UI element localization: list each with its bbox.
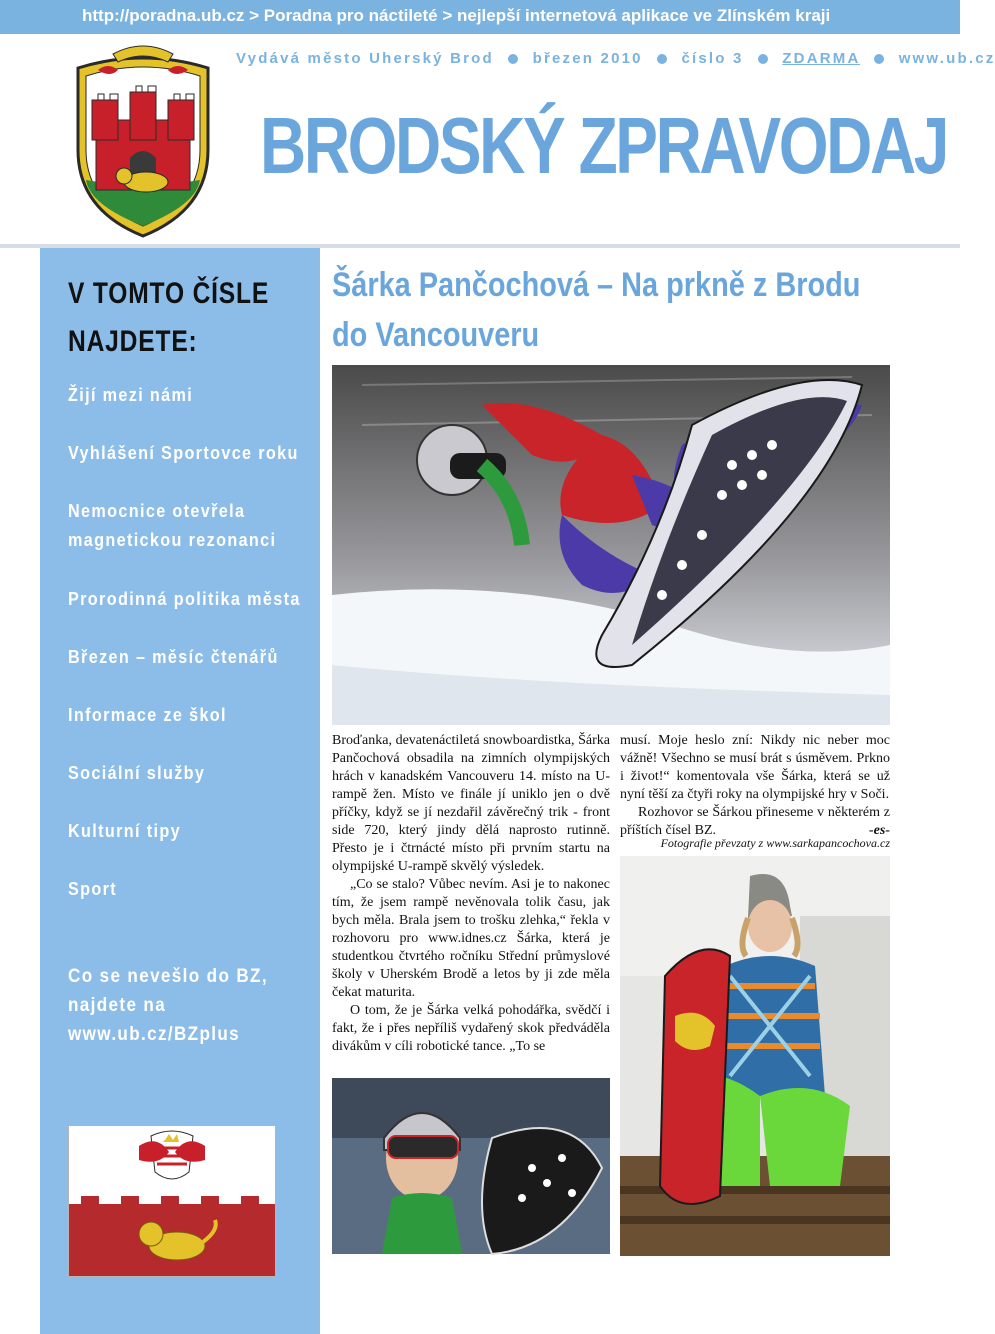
toc-item: magnetickou rezonanci (68, 530, 277, 550)
bzplus-link[interactable]: www.ub.cz/BZplus (68, 1024, 241, 1045)
toc-footer-line: najdete na (68, 995, 167, 1016)
toc-footer-note (68, 962, 268, 1049)
article-paragraph: musí. Moje heslo zní: Nikdy nic neber moc vážně! Všechno se musí brát s úsměvem. Prkno i život!“ komentovala vše Šárka, která se už nyní těší za čtyři roky na olympijské hry v Soči. (620, 733, 890, 802)
photo-credit-caption: Fotografie převzaty z www.sarkapancochova.cz (660, 836, 890, 850)
toc-item: Kulturní tipy (68, 821, 181, 841)
publication-info-line (236, 50, 995, 67)
article-paragraph: „Co se stalo? Vůbec nevím. Asi je to nakonec tím, že jsem rampě nevěnovala tolik času, jak bych měla. Brala jsem to trošku zlehka,“ řekla v rozhovoru pro www.idnes.cz Šárka, která je studentkou čtvrtého ročníku Střední průmyslové školy v Uherském Brodě a letos by ji zde měla čekat maturita. (332, 877, 610, 1000)
article-paragraph (620, 804, 890, 840)
article-column-1 (332, 732, 610, 1056)
athlete-closeup-photo (332, 1078, 610, 1254)
issue-date: březen 2010 (532, 50, 643, 67)
poradna-breadcrumb-link[interactable]: http://poradna.ub.cz > Poradna pro náctileté > nejlepší internetová aplikace ve Zlínském kraji (82, 6, 831, 25)
separator-dot-icon (657, 54, 667, 64)
article-headline-line2: do Vancouveru (332, 316, 540, 354)
contents-heading (68, 270, 269, 366)
article-headline (332, 260, 927, 360)
website-link[interactable]: www.ub.cz (898, 50, 995, 67)
article-headline-line1: Šárka Pančochová – Na prkně z Brodu (332, 266, 861, 304)
separator-dot-icon (508, 54, 518, 64)
toc-item: Žijí mezi námi (68, 385, 194, 405)
contents-heading-line2: NAJDETE: (68, 325, 198, 358)
contents-heading-line1: V TOMTO ČÍSLE (68, 277, 270, 310)
toc-item: Sport (68, 879, 118, 899)
toc-item: Sociální služby (68, 763, 206, 783)
article-paragraph: O tom, že je Šárka velká pohodářka, svědčí i fakt, že i přes nepříliš vydařený skok předváděla divákům v cíli robotické tance. „To se (332, 1003, 610, 1054)
toc-item: Březen – měsíc čtenářů (68, 647, 279, 667)
article-column-2 (620, 732, 890, 840)
town-coat-of-arms-logo (68, 40, 218, 240)
free-badge: ZDARMA (782, 50, 860, 67)
issue-number: číslo 3 (681, 50, 744, 67)
top-navigation-bar (0, 0, 960, 34)
publisher-text: Vydává město Uherský Brod (236, 50, 494, 67)
toc-item: Vyhlášení Sportovce roku (68, 443, 299, 463)
separator-dot-icon (874, 54, 884, 64)
article-paragraph: Broďanka, devatenáctiletá snowboardistka, Šárka Pančochová obsadila na zimních olympijských hrách v kanadském Vancouveru 14. místo na U-rampě žen. Místo ve finále jí uniklo jen o dvě příčky, když se jí nezdařil závěrečný trik - front side 720, který jindy dělá naprosto rutinně. Přesto je i čtrnácté místo při prvním startu na olympijské U-rampě skvělý výsledek. (332, 733, 610, 874)
article-paragraph-text: Rozhovor se Šárkou přineseme v některém z příštích čísel BZ. (620, 805, 890, 838)
snowboarder-jump-photo (332, 365, 890, 725)
toc-item: Prorodinná politika města (68, 589, 301, 609)
toc-item: Nemocnice otevřela (68, 501, 246, 521)
separator-dot-icon (758, 54, 768, 64)
newspaper-masthead-title: BRODSKÝ ZPRAVODAJ (260, 101, 947, 190)
athlete-portrait-photo (620, 856, 890, 1256)
toc-footer-line: Co se nevešlo do BZ, (68, 966, 268, 987)
town-flag-image (68, 1125, 276, 1277)
author-signature: -es- (869, 823, 890, 838)
toc-item: Informace ze škol (68, 705, 227, 725)
